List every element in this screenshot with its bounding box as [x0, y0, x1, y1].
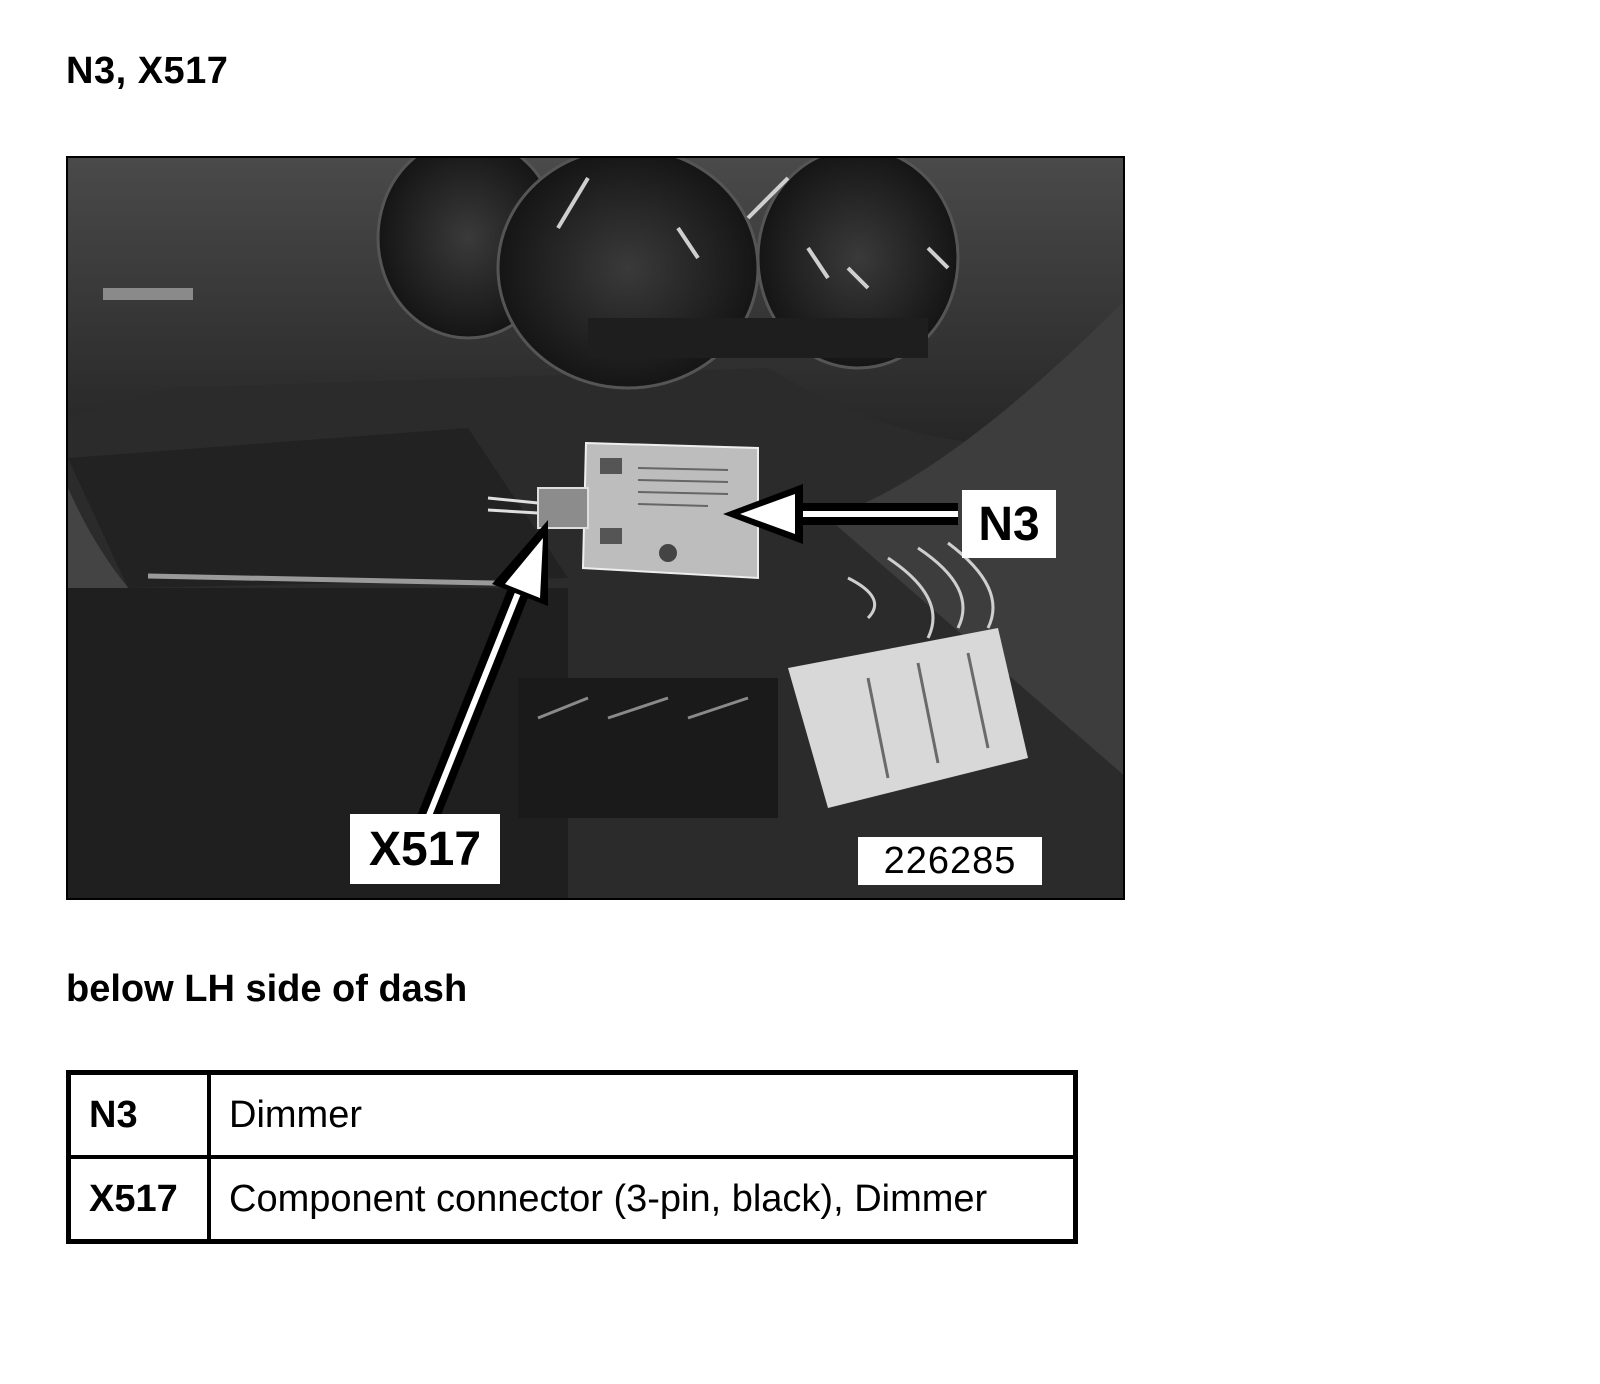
legend-table [66, 1070, 1078, 1244]
table-row [69, 1157, 1076, 1242]
page-heading: N3, X517 [66, 50, 229, 92]
location-text: below LH side of dash [66, 968, 468, 1010]
legend-description: Component connector (3-pin, black), Dimmer [209, 1157, 1076, 1242]
callout-label-x517: X517 [350, 814, 500, 884]
legend-description: Dimmer [209, 1073, 1076, 1158]
legend-code: N3 [69, 1073, 210, 1158]
legend-code: X517 [69, 1157, 210, 1242]
callout-label-n3: N3 [962, 490, 1056, 558]
table-row [69, 1073, 1076, 1158]
image-number: 226285 [858, 837, 1042, 885]
